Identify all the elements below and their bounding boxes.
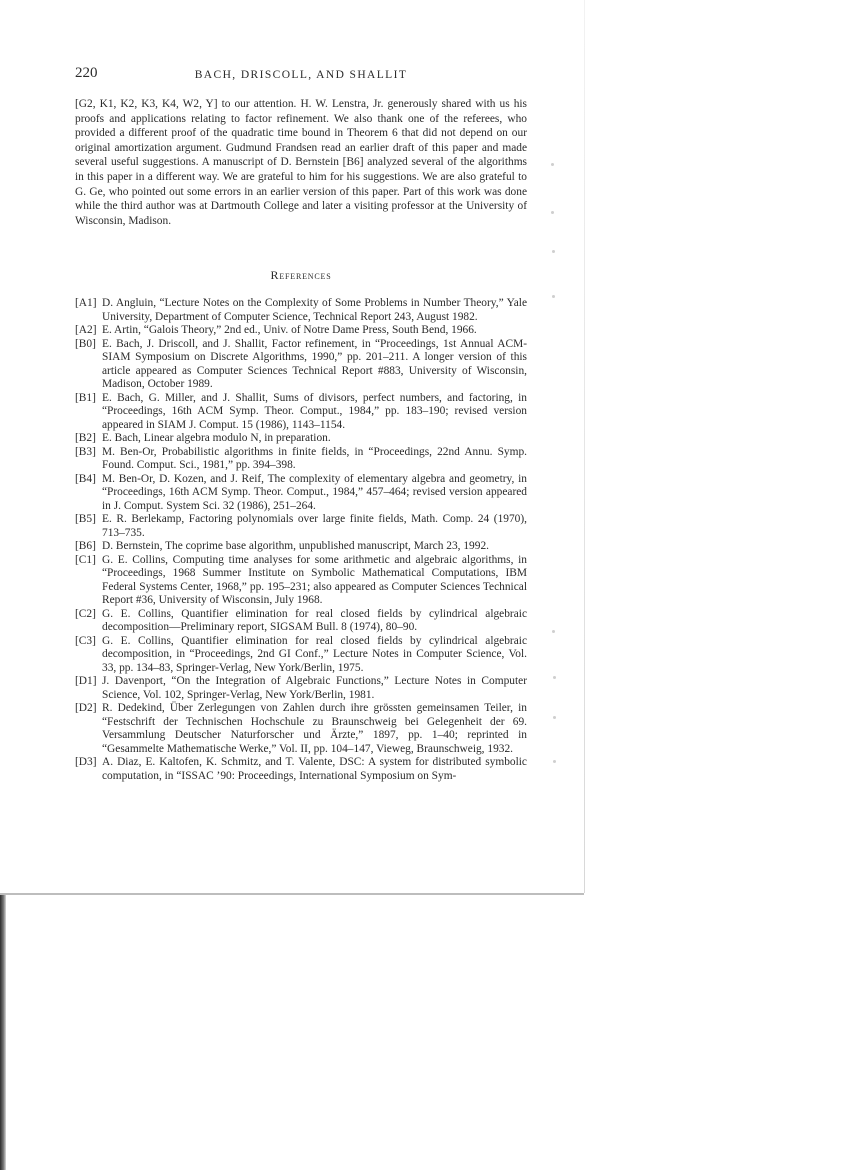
reference-key: [B6]	[75, 540, 96, 552]
page-edge-right	[584, 0, 585, 893]
scan-speck	[551, 211, 554, 214]
running-head: BACH, DRISCOLL, AND SHALLIT	[194, 69, 408, 81]
reference-item	[75, 297, 527, 324]
references-heading: References	[270, 268, 332, 282]
reference-text: A. Diaz, E. Kaltofen, K. Schmitz, and T. Valente, DSC: A system for distributed symbolic computation, in “ISSAC ’90: Proceedings, International Symposium on Sym-	[102, 756, 527, 782]
reference-text: G. E. Collins, Quantifier elimination for real closed fields by cylindrical algebraic decomposition, in “Proceedings, 2nd GI Conf.,” Lecture Notes in Computer Science, Vol. 33, pp. 134–83, Springer-Verlag, New York/Berlin, 1975.	[102, 634, 527, 674]
reference-item	[75, 635, 527, 676]
scan-speck	[552, 630, 555, 633]
reference-text: E. R. Berlekamp, Factoring polynomials over large finite fields, Math. Comp. 24 (1970), 713–735.	[102, 513, 527, 539]
reference-key: [C2]	[75, 607, 96, 620]
reference-key: [B2]	[75, 432, 96, 444]
reference-text: D. Bernstein, The coprime base algorithm, unpublished manuscript, March 23, 1992.	[102, 540, 489, 552]
reference-key: [B3]	[75, 445, 96, 458]
reference-key: [C3]	[75, 634, 96, 647]
reference-item	[75, 513, 527, 540]
references-list	[75, 297, 527, 783]
reference-key: [B4]	[75, 472, 96, 485]
reference-item	[75, 432, 527, 446]
reference-key: [B5]	[75, 513, 96, 525]
reference-item	[75, 554, 527, 608]
reference-text: E. Bach, J. Driscoll, and J. Shallit, Factor refinement, in “Proceedings, 1st Annual ACM-SIAM Symposium on Discrete Algorithms, 1990,” pp. 201–211. A longer version of this article appeared as Computer Sciences Technical Report #883, University of Wisconsin, Madison, October 1989.	[102, 337, 527, 390]
page-edge-bottom	[0, 893, 584, 895]
reference-item	[75, 392, 527, 433]
scan-speck	[553, 716, 556, 719]
reference-item	[75, 446, 527, 473]
reference-text: R. Dedekind, Über Zerlegungen von Zahlen durch ihre grössten gemeinsamen Teiler, in “Festschrift der Technischen Hochschule zu Braunschweig bei Gelegenheit der 69. Versammlung Deutscher Naturforscher und Ärzte,” 1897, pp. 1–40; reprinted in “Gesammelte Mathematische Werke,” Vol. II, pp. 104–147, Vieweg, Braunschweig, 1932.	[102, 702, 527, 755]
reference-item	[75, 540, 527, 554]
reference-item	[75, 473, 527, 514]
reference-item	[75, 608, 527, 635]
acknowledgments-paragraph: [G2, K1, K2, K3, K4, W2, Y] to our attention. H. W. Lenstra, Jr. generously shared with us his proofs and applications relating to factor refinement. We also thank one of the referees, who provided a different proof of the quadratic time bound in Theorem 6 that did not depend on our original amortization argument. Gudmund Frandsen read an earlier draft of this paper and made several useful suggestions. A manuscript of D. Bernstein [B6] analyzed several of the algorithms in this paper in a different way. We are grateful to him for his suggestions. We are also grateful to G. Ge, who pointed out some errors in an earlier version of this paper. Part of this work was done while the third author was at Dartmouth College and later a visiting professor at the University of Wisconsin, Madison.	[75, 98, 527, 227]
reference-item	[75, 756, 527, 783]
reference-text: E. Bach, G. Miller, and J. Shallit, Sums of divisors, perfect numbers, and factoring, in “Proceedings, 16th ACM Symp. Theor. Comput., 1984,” pp. 183–190; revised version appeared in SIAM J. Comput. 15 (1986), 1143–1154.	[102, 391, 527, 431]
reference-key: [A1]	[75, 297, 97, 309]
scan-speck	[551, 163, 554, 166]
reference-key: [A2]	[75, 324, 97, 336]
reference-item	[75, 338, 527, 392]
reference-key: [C1]	[75, 553, 96, 566]
reference-text: J. Davenport, “On the Integration of Algebraic Functions,” Lecture Notes in Computer Science, Vol. 102, Springer-Verlag, New York/Berlin, 1981.	[102, 675, 527, 701]
reference-text: G. E. Collins, Quantifier elimination for real closed fields by cylindrical algebraic decomposition—Preliminary report, SIGSAM Bull. 8 (1974), 80–90.	[102, 607, 527, 633]
reference-key: [D3]	[75, 756, 97, 768]
scan-speck	[552, 250, 555, 253]
reference-key: [D2]	[75, 702, 97, 714]
page-header	[75, 67, 527, 83]
reference-item	[75, 324, 527, 338]
reference-text: G. E. Collins, Computing time analyses for some arithmetic and algebraic algorithms, in “Proceedings, 1968 Summer Institute on Symbolic Mathematical Computations, IBM Federal Systems Center, 1968,” pp. 195–231; also appeared as Computer Sciences Technical Report #36, University of Wisconsin, July 1968.	[102, 553, 527, 606]
scan-speck	[553, 760, 556, 763]
reference-text: E. Bach, Linear algebra modulo N, in preparation.	[102, 432, 331, 444]
reference-text: D. Angluin, “Lecture Notes on the Complexity of Some Problems in Number Theory,” Yale University, Department of Computer Science, Technical Report 243, August 1982.	[102, 297, 527, 323]
page-number: 220	[75, 65, 98, 81]
reference-item	[75, 675, 527, 702]
scanner-edge-shadow	[0, 895, 6, 1170]
reference-text: M. Ben-Or, Probabilistic algorithms in finite fields, in “Proceedings, 22nd Annu. Symp. Found. Comput. Sci., 1981,” pp. 394–398.	[102, 445, 527, 471]
reference-key: [B1]	[75, 391, 96, 404]
scan-speck	[553, 676, 556, 679]
reference-text: M. Ben-Or, D. Kozen, and J. Reif, The complexity of elementary algebra and geometry, in “Proceedings, 16th ACM Symp. Theor. Comput., 1984,” 457–464; revised version appeared in J. Comput. System Sci. 32 (1986), 251–264.	[102, 472, 527, 512]
reference-key: [D1]	[75, 675, 97, 687]
reference-text: E. Artin, “Galois Theory,” 2nd ed., Univ. of Notre Dame Press, South Bend, 1966.	[102, 324, 477, 336]
scan-speck	[552, 295, 555, 298]
reference-key: [B0]	[75, 337, 96, 350]
reference-item	[75, 702, 527, 756]
